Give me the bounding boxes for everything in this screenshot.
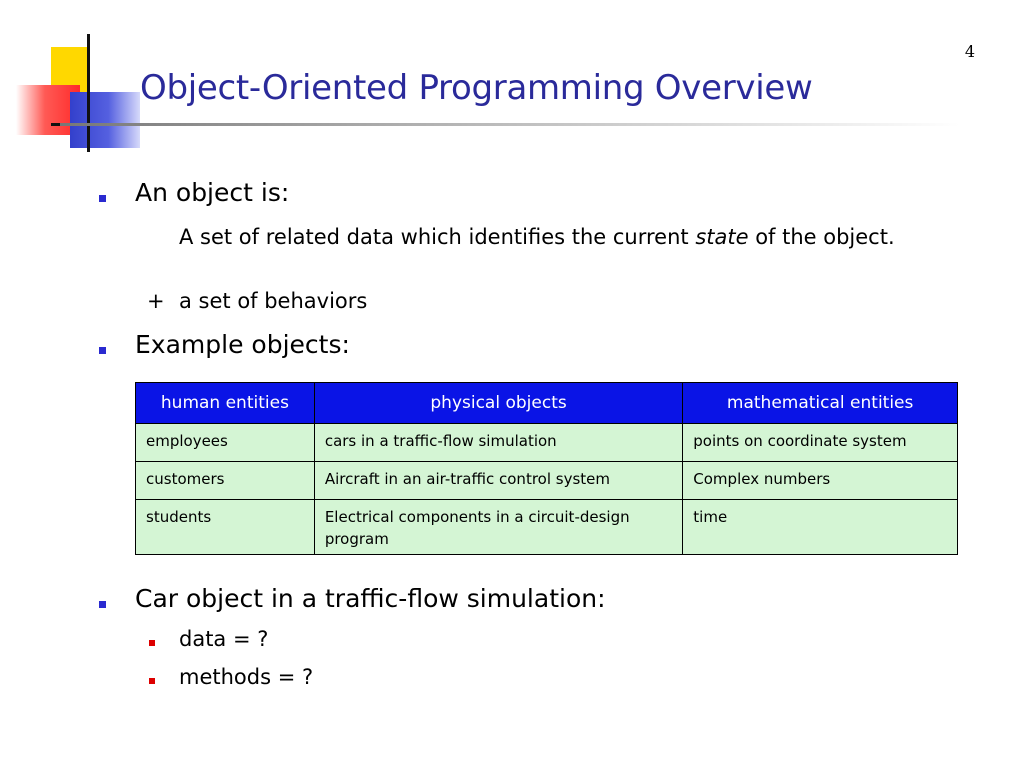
table-cell: Electrical components in a circuit-design program bbox=[314, 500, 682, 555]
table-header-row bbox=[136, 383, 958, 424]
header-physical-objects: physical objects bbox=[314, 383, 682, 424]
state-emphasis: state bbox=[695, 225, 749, 249]
table-row bbox=[136, 500, 958, 555]
bullet-example-objects: Example objects: bbox=[135, 330, 350, 359]
logo-vertical-line bbox=[87, 34, 90, 152]
red-square-bullet-icon bbox=[149, 640, 155, 646]
overlapping-squares-logo-icon bbox=[0, 0, 160, 160]
table-cell: customers bbox=[136, 462, 315, 500]
header-mathematical-entities: mathematical entities bbox=[683, 383, 958, 424]
table-cell: Aircraft in an air-traffic control system bbox=[314, 462, 682, 500]
square-bullet-icon bbox=[99, 601, 106, 608]
table-cell: cars in a traffic-flow simulation bbox=[314, 424, 682, 462]
plus-sign: + bbox=[147, 289, 165, 313]
page-number: 4 bbox=[964, 42, 976, 61]
table-cell: points on coordinate system bbox=[683, 424, 958, 462]
bullet-car-object: Car object in a traffic-flow simulation: bbox=[135, 584, 606, 613]
definition-text-after: of the object. bbox=[748, 225, 895, 249]
table-cell: Complex numbers bbox=[683, 462, 958, 500]
logo-blue-square bbox=[70, 92, 140, 148]
sub-item-methods: methods = ? bbox=[179, 665, 314, 689]
square-bullet-icon bbox=[99, 195, 106, 202]
example-objects-table bbox=[135, 382, 958, 555]
header-human-entities: human entities bbox=[136, 383, 315, 424]
table-cell: time bbox=[683, 500, 958, 555]
object-definition-text bbox=[179, 222, 959, 253]
table-cell: students bbox=[136, 500, 315, 555]
behaviors-text: a set of behaviors bbox=[179, 289, 368, 313]
sub-item-data: data = ? bbox=[179, 627, 269, 651]
slide-title: Object-Oriented Programming Overview bbox=[140, 68, 813, 108]
definition-text-before: A set of related data which identifies the current bbox=[179, 225, 696, 249]
red-square-bullet-icon bbox=[149, 678, 155, 684]
table-cell: employees bbox=[136, 424, 315, 462]
table-row bbox=[136, 424, 958, 462]
square-bullet-icon bbox=[99, 347, 106, 354]
title-underline bbox=[60, 123, 960, 126]
bullet-an-object-is: An object is: bbox=[135, 178, 290, 207]
table-row bbox=[136, 462, 958, 500]
